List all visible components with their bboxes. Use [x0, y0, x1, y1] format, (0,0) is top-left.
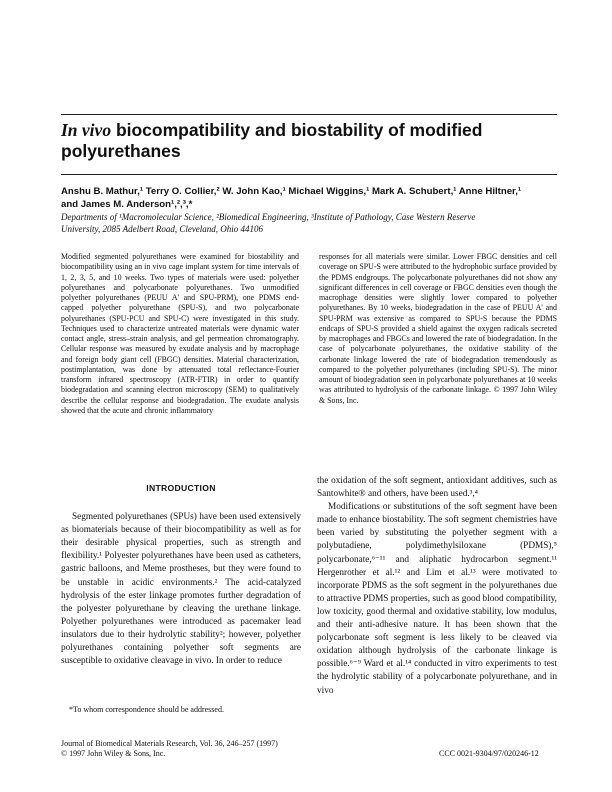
authors-line-2: and James M. Anderson¹,²,³,*: [61, 199, 193, 210]
affiliation-line-1: Departments of ¹Macromolecular Science, ²Biomedical Engineering, ³Institute of Pathology, Case Western Reserve: [61, 212, 476, 222]
intro-paragraph-continued: the oxidation of the soft segment, antioxidant additives, such as Santowhite® and others, have been used.³,⁴: [317, 476, 557, 500]
affiliation: [61, 211, 557, 235]
body-right-column: [317, 475, 557, 698]
journal-citation: Journal of Biomedical Materials Research, Vol. 36, 246–257 (1997): [61, 739, 278, 748]
author-list: [61, 185, 557, 211]
affiliation-line-2: University, 2085 Adelbert Road, Cleveland, Ohio 44106: [61, 224, 264, 234]
body-left-column: [61, 482, 301, 668]
title-rule: [61, 174, 557, 175]
journal-footer: [61, 739, 278, 759]
abstract-right-column: responses for all materials were similar. Lower FBGC densities and cell coverage on SPU-S were attributed to the hydrophobic surface provided by the PDMS endgroups. The polycarbonate polyurethanes did not show any significant differences in cell coverage or FBGC densities even though the macrophage densities were slightly lower compared to polyether polyurethanes. By 10 weeks, biodegradation in the case of PEUU A' and SPU-PRM was extensive as compared to SPU-S because the PDMS endcaps of SPU-S provided a shield against the oxygen radicals secreted by macrophages and FBGCs and lowered the rate of biodegradation. In the case of polycarbonate polyurethanes, the oxidative stability of the carbonate linkage lowered the rate of biodegradation tremendously as compared to the polyether polyurethanes (including SPU-S). The minor amount of biodegradation seen in polycarbonate polyurethanes at 10 weeks was attributed to hydrolysis of the carbonate linkage. © 1997 John Wiley & Sons, Inc.: [319, 252, 557, 405]
title-rest: biocompatibility and biostability of modified polyurethanes: [61, 120, 483, 161]
section-heading-introduction: INTRODUCTION: [146, 483, 216, 493]
correspondence-footnote: *To whom correspondence should be addressed.: [69, 705, 224, 714]
intro-paragraph-1: Segmented polyurethanes (SPUs) have been used extensively as biomaterials because of their biocompatibility as well as for their desirable physical properties, such as strength and flexibility.¹ Polyester polyurethanes have been used as catheters, gastric balloons, and Meme prostheses, but they were found to be unstable in acidic environments.² The acid-catalyzed hydrolysis of the ester linkage promotes further degradation of the polyester polyurethane by cleaving the urethane linkage. Polyether polyurethanes were introduced as pacemaker lead insulators due to their hydrolytic stability²; however, polyether polyurethanes containing polyether soft segments are susceptible to oxidative cleavage in vivo. In order to reduce: [61, 512, 301, 667]
ccc-code: CCC 0021-9304/97/020246-12: [439, 749, 539, 758]
intro-paragraph-2: Modifications or substitutions of the soft segment have been made to enhance biostability. The soft segment chemistries have been varied by substituting the polyether segment with a polybutadiene, polydimethylsiloxane (PDMS),⁵ polycarbonate,⁶⁻¹¹ and aliphatic hydrocarbon segment.¹¹ Hergenrother et al.¹² and Lim et al.¹³ were motivated to incorporate PDMS as the soft segment in the polyurethanes due to attractive PDMS properties, such as good blood compatibility, low toxicity, good thermal and oxidative stability, low modulus, and their anti-adhesive nature. It has been shown that the polycarbonate soft segment is less likely to be cleaved via oxidation although hydrolysis of the carbonate linkage is possible.⁶⁻⁹ Ward et al.¹⁴ conducted in vitro experiments to test the hydrolytic stability of a polycarbonate polyurethane, and in vivo: [317, 502, 557, 696]
article-title: [61, 120, 557, 162]
title-italic-part: In vivo: [61, 120, 112, 140]
copyright-line: © 1997 John Wiley & Sons, Inc.: [61, 749, 166, 758]
abstract-left-column: Modified segmented polyurethanes were examined for biostability and biocompatibility using an in vivo cage implant system for time intervals of 1, 2, 3, 5, and 10 weeks. Two types of materials were used: polyether polyurethanes and polycarbonate polyurethanes. Two unmodified polyether polyurethanes (PEUU A' and SPU-PRM), one PDMS end-capped polyether polyurethane (SPU-S), and two polycarbonate polyurethanes (SPU-PCU and SPU-C) were investigated in this study. Techniques used to characterize untreated materials were dynamic water contact angle, stress–strain analysis, and gel permeation chromatography. Cellular response was measured by exudate analysis and by macrophage and foreign body giant cell (FBGC) densities. Material characterization, postimplantation, was done by attenuated total reflectance-Fourier transform infrared spectroscopy (ATR-FTIR) in order to quantify biodegradation and scanning electron microscopy (SEM) to qualitatively describe the cellular response and biodegradation. The exudate analysis showed that the acute and chronic inflammatory: [61, 252, 299, 415]
top-rule: [61, 114, 557, 115]
authors-line-1: Anshu B. Mathur,¹ Terry O. Collier,² W. John Kao,¹ Michael Wiggins,¹ Mark A. Schubert,¹ Anne Hiltner,¹: [61, 186, 522, 197]
